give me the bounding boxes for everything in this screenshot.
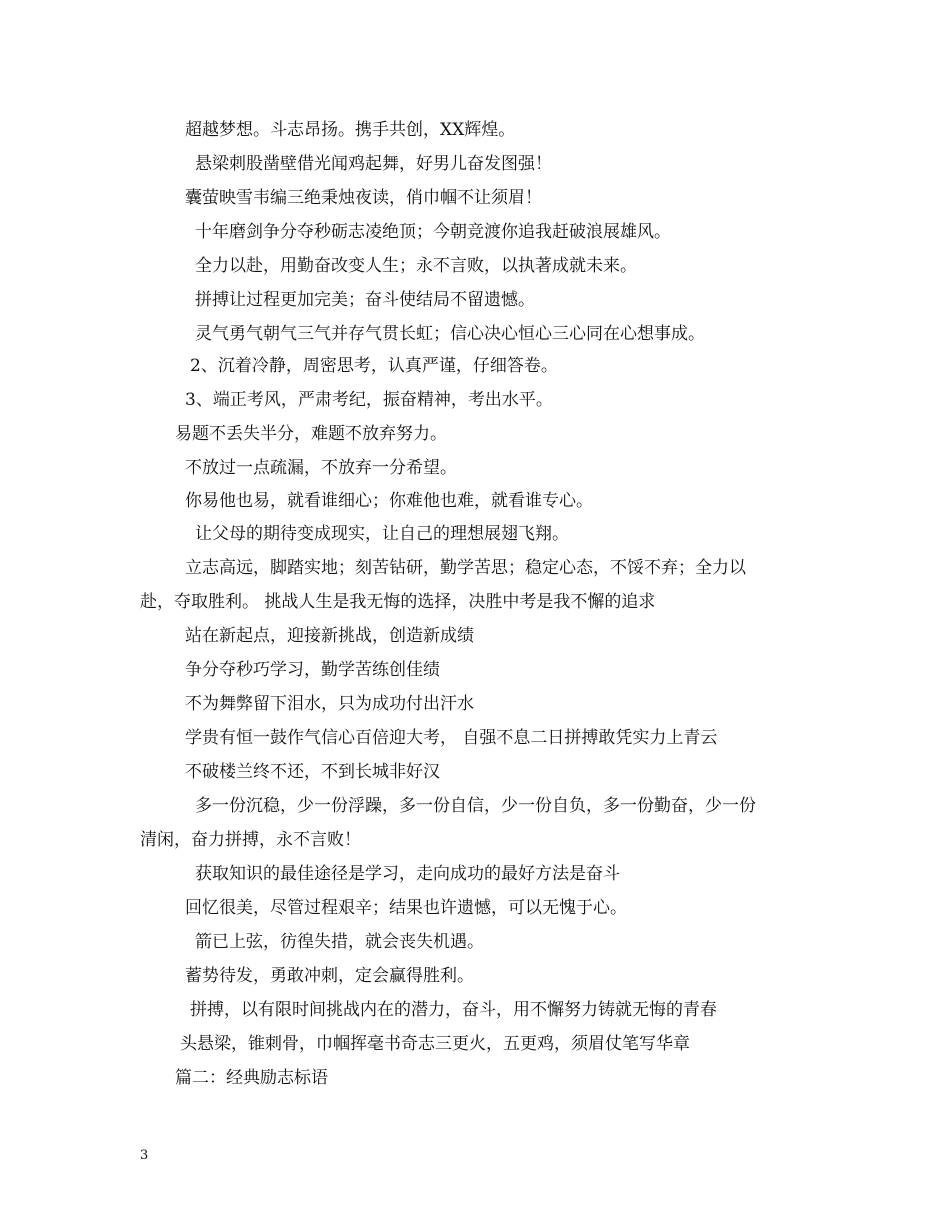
text-line: 不为舞弊留下泪水，只为成功付出汗水	[185, 694, 474, 714]
text-line: 学贵有恒一鼓作气信心百倍迎大考， 自强不息二日拼搏敢凭实力上青云	[185, 728, 718, 748]
text-line: 囊萤映雪韦编三绝秉烛夜读，俏巾帼不让须眉！	[185, 188, 542, 208]
text-line: 2、沉着冷静，周密思考，认真严谨，仔细答卷。	[190, 356, 558, 376]
text-line: 立志高远，脚踏实地；刻苦钻研，勤学苦思；稳定心态，不馁不弃；全力以	[185, 558, 746, 578]
text-line: 清闲，奋力拼搏，永不言败！	[140, 830, 361, 850]
text-line: 站在新起点，迎接新挑战，创造新成绩	[185, 626, 474, 646]
text-line: 3、端正考风，严肃考纪，振奋精神，考出水平。	[185, 390, 553, 410]
text-line: 十年磨剑争分夺秒砺志凌绝顶；今朝竞渡你追我赶破浪展雄风。	[195, 222, 671, 242]
text-line: 你易他也易，就看谁细心；你难他也难，就看谁专心。	[185, 491, 593, 511]
text-line: 拼搏，以有限时间挑战内在的潜力，奋斗，用不懈努力铸就无悔的青春	[190, 1000, 717, 1020]
text-line: 箭已上弦，彷徨失措，就会丧失机遇。	[195, 932, 484, 952]
text-line: 超越梦想。斗志昂扬。携手共创，XX辉煌。	[185, 120, 516, 140]
text-line: 全力以赴，用勤奋改变人生；永不言败，以执著成就未来。	[195, 256, 637, 276]
text-line: 易题不丢失半分，难题不放弃努力。	[175, 424, 447, 444]
text-line: 多一份沉稳，少一份浮躁，多一份自信，少一份自负，多一份勤奋，少一份	[195, 796, 756, 816]
text-line: 蓄势待发，勇敢冲刺，定会赢得胜利。	[185, 966, 474, 986]
text-line: 争分夺秒巧学习，勤学苦练创佳绩	[185, 660, 440, 680]
text-line: 回忆很美，尽管过程艰辛；结果也许遗憾，可以无愧于心。	[185, 898, 627, 918]
text-line: 不破楼兰终不还，不到长城非好汉	[185, 762, 440, 782]
text-line: 悬梁刺股凿壁借光闻鸡起舞，好男儿奋发图强！	[195, 154, 552, 174]
text-line: 赴，夺取胜利。 挑战人生是我无悔的选择，决胜中考是我不懈的追求	[140, 592, 656, 612]
page-number: 3	[140, 1148, 149, 1163]
text-line: 头悬梁，锥刺骨，巾帼挥毫书奇志三更火，五更鸡，须眉仗笔写华章	[180, 1034, 690, 1054]
text-line: 拼搏让过程更加完美；奋斗使结局不留遗憾。	[195, 290, 535, 310]
text-line: 不放过一点疏漏，不放弃一分希望。	[185, 458, 457, 478]
text-line: 让父母的期待变成现实，让自己的理想展翅飞翔。	[195, 524, 569, 544]
text-line: 灵气勇气朝气三气并存气贯长虹；信心决心恒心三心同在心想事成。	[195, 324, 705, 344]
text-line: 获取知识的最佳途径是学习，走向成功的最好方法是奋斗	[195, 864, 620, 884]
section-heading: 篇二：经典励志标语	[175, 1068, 328, 1088]
